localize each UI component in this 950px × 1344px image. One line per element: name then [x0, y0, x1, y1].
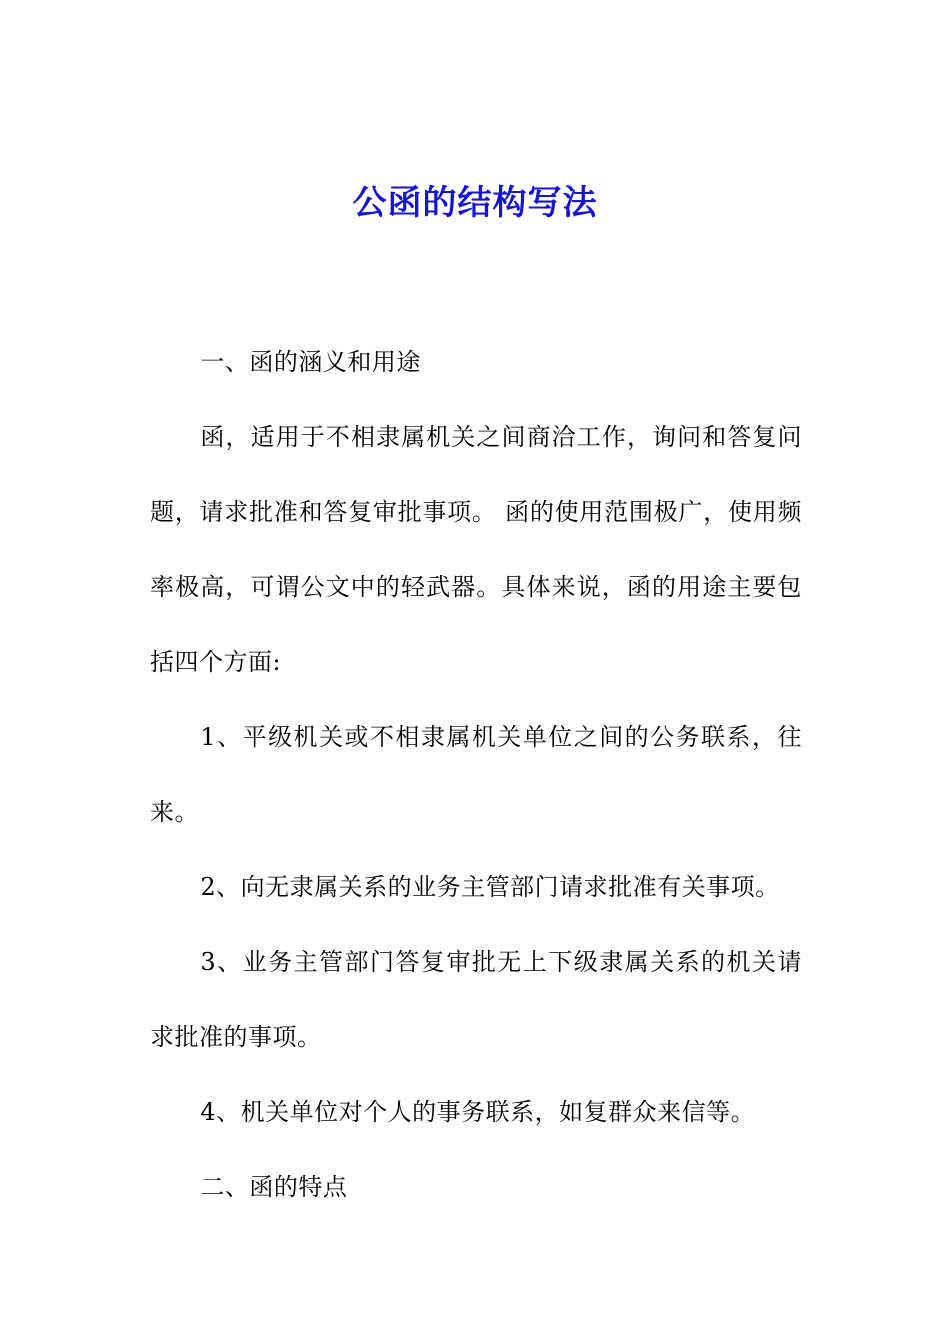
paragraph-definition: 函，适用于不相隶属机关之间商洽工作，询问和答复问题，请求批准和答复审批事项。 函的使用范围极广，使用频率极高，可谓公文中的轻武器。具体来说，函的用途主要包括四个方面:	[150, 423, 802, 676]
list-item-4: 4、机关单位对个人的事务联系，如复群众来信等。	[200, 1098, 756, 1126]
list-item-2: 2、向无隶属关系的业务主管部门请求批准有关事项。	[200, 873, 780, 901]
section-heading-2: 二、函的特点	[200, 1173, 348, 1201]
list-item-3: 3、业务主管部门答复审批无上下级隶属关系的机关请求批准的事项。	[150, 948, 802, 1051]
document-body	[150, 325, 802, 1225]
document-title: 公函的结构写法	[352, 183, 598, 223]
list-item-1: 1、平级机关或不相隶属机关单位之间的公务联系，往来。	[150, 723, 802, 826]
section-heading-1: 一、函的涵义和用途	[200, 348, 421, 376]
